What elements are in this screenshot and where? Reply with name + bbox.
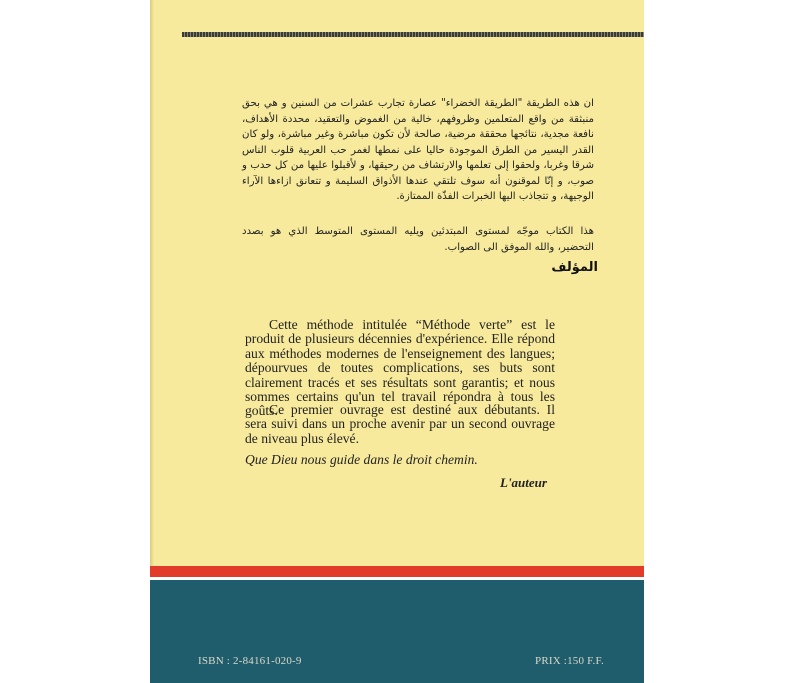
french-paragraph-3: Que Dieu nous guide dans le droit chemin. bbox=[245, 452, 478, 467]
french-author-signature: L'auteur bbox=[500, 475, 547, 490]
arabic-author-signature: المؤلف bbox=[551, 260, 598, 275]
french-paragraph-2: Ce premier ouvrage est destiné aux débutants. Il sera suivi dans un proche avenir par un second ouvrage de niveau plus élevé. bbox=[245, 402, 555, 446]
red-stripe bbox=[150, 566, 644, 577]
top-dotted-rule bbox=[182, 32, 644, 37]
price-label: PRIX :150 F.F. bbox=[535, 655, 604, 667]
arabic-paragraph-2: هذا الكتاب موجّه لمستوى المبتدئين ويليه المستوى المتوسط الذي هو بصدد التحضير، والله الموفق الى الصواب. bbox=[242, 226, 594, 253]
teal-bottom-band bbox=[150, 580, 644, 683]
arabic-paragraph-1: ان هذه الطريقة "الطريقة الخضراء" عصارة تجارب عشرات من السنين و هي بحق منبثقة من واقع المتعلمين وظروفهم، خالية من الغموض والتعقيد، محددة الأهداف، نافعة مجدية، نتائجها محققة مرضية، صالحة لأن تكون مباشرة وغير مباشرة، ولو كان القدر اليسير من الطرق الموجودة حاليا على نمطها لغمر حب العربية قلوب الناس شرقا وغربا، ولحقوا إلى تعلمها والارتشاف من رحيقها، و لأقبلوا عليها من كل حدب و صوب، و إنّا لموقنون أنه سوف تلتقي عندها الأذواق السليمة و تتعانق ازاءها الآراء الوجيهة، و تتجاذب اليها الخبرات الفذّة الممتازة. bbox=[242, 98, 594, 202]
book-back-cover bbox=[150, 0, 644, 683]
isbn-label: ISBN : 2-84161-020-9 bbox=[198, 655, 302, 667]
french-paragraph-1: Cette méthode intitulée “Méthode verte” est le produit de plusieurs décennies d'expérience. Elle répond aux méthodes modernes de l'enseignement des langues; dépourvues de toutes complications, ses buts sont clairement tracés et ses résultats sont garantis; et nous sommes certains qu'un tel travail répondra à tous les goûts. bbox=[245, 317, 555, 419]
